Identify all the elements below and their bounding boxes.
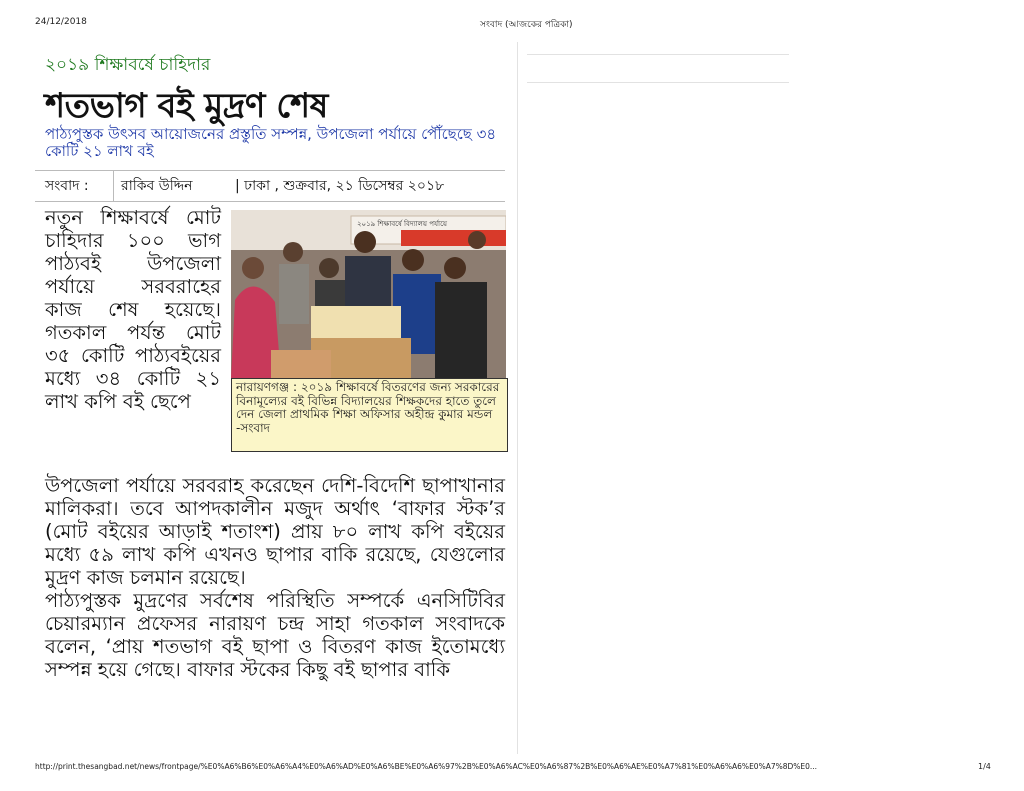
article-body-column (45, 206, 221, 413)
body-paragraph: নতুন শিক্ষাবর্ষে মোট চাহিদার ১০০ ভাগ পাঠ্যবই উপজেলা পর্যায়ে সরবরাহের কাজ শেষ হয়েছে। গতকাল পর্যন্ত মোট ৩৫ কোটি পাঠ্যবইয়ের মধ্যে ৩৪ কোটি ২১ লাখ কপি বই ছেপে (45, 206, 221, 413)
header-site-title: সংবাদ (আজকের পত্রিকা) (480, 20, 573, 30)
footer-url[interactable]: http://print.thesangbad.net/news/frontpage/%E0%A6%B6%E0%A6%A4%E0%A6%AD%E0%A6%BE%E0%A6%97%2B%E0%A6%AC%E0%A6%87%2B%E0%A6%AE%E0%A7%81%E0%A6%A6%E0%A7%8D%E0... (35, 762, 818, 771)
news-photo (231, 210, 506, 378)
divider-line (527, 54, 789, 55)
byline-divider (113, 171, 114, 201)
article-kicker: ২০১৯ শিক্ষাবর্ষে চাহিদার (45, 55, 211, 75)
body-paragraph: পাঠ্যপুস্তক মুদ্রণের সর্বশেষ পরিস্থিতি সম্পর্কে এনসিটিবির চেয়ারম্যান প্রফেসর নারায়ণ চন্দ্র সাহা গতকাল সংবাদকে বলেন, ‘প্রায় শতভাগ বই ছাপা ও বিতরণ কাজ ইতোমধ্যে সম্পন্ন হয়ে গেছে। বাফার স্টকের কিছু বই ছাপার বাকি (45, 589, 505, 681)
photo-image (231, 210, 506, 378)
body-paragraph: উপজেলা পর্যায়ে সরবরাহ করেছেন দেশি-বিদেশি ছাপাখানার মালিকরা। তবে আপদকালীন মজুদ অর্থাৎ ‘বাফার স্টক’র (মোট বইয়ের আড়াই শতাংশ) প্রায় ৮০ লাখ কপি বইয়ের মধ্যে ৫৯ লাখ কপি এখনও ছাপার বাকি রয়েছে, যেগুলোর মুদ্রণ কাজ চলমান রয়েছে। (45, 474, 505, 589)
header-date: 24/12/2018 (35, 17, 87, 27)
article-body-full (45, 474, 505, 681)
divider-line (527, 82, 789, 83)
byline-bar (35, 170, 505, 202)
photo-banner-text: ২০১৯ শিক্ষাবর্ষে বিদ্যালয় পর্যায়ে (357, 220, 448, 228)
article-clipping (35, 42, 518, 754)
byline-author: রাকিব উদ্দিন (121, 178, 193, 194)
footer-page-number: 1/4 (978, 762, 991, 771)
article-subhead: পাঠ্যপুস্তক উৎসব আয়োজনের প্রস্তুতি সম্পন্ন, উপজেলা পর্যায়ে পৌঁছেছে ৩৪ কোটি ২১ লাখ বই (45, 125, 497, 160)
byline-source: সংবাদ : (45, 178, 89, 194)
photo-caption: নারায়ণগঞ্জ : ২০১৯ শিক্ষাবর্ষে বিতরণের জন্য সরকারের বিনামূল্যের বই বিভিন্ন বিদ্যালয়ের শিক্ষকদের হাতে তুলে দেন জেলা প্রাথমিক শিক্ষা অফিসার অহীন্দ্র কুমার মন্ডল -সংবাদ (231, 378, 508, 452)
byline-place-date: | ঢাকা , শুক্রবার, ২১ ডিসেম্বর ২০১৮ (235, 178, 445, 194)
article-headline: শতভাগ বই মুদ্রণ শেষ (45, 86, 328, 126)
